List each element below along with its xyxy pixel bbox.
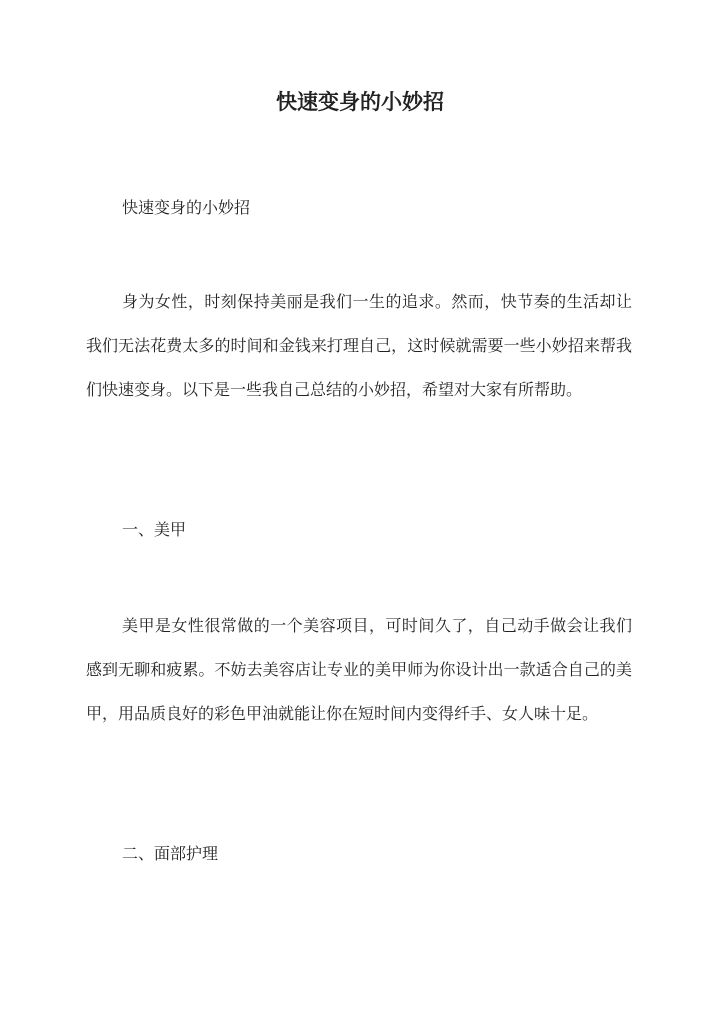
document-subtitle: 快速变身的小妙招: [122, 198, 251, 217]
intro-paragraph: 身为女性，时刻保持美丽是我们一生的追求。然而，快节奏的生活却让我们无法花费太多的时间和金钱来打理自己，这时候就需要一些小妙招来帮我们快速变身。以下是一些我自己总结的小妙招，希望对大家有所帮助。: [86, 292, 632, 399]
document-title: 快速变身的小妙招: [276, 89, 444, 114]
section-heading-facial-care: 二、面部护理: [122, 844, 219, 863]
section-heading-manicure: 一、美甲: [122, 520, 187, 539]
manicure-paragraph: 美甲是女性很常做的一个美容项目，可时间久了，自己动手做会让我们感到无聊和疲累。不妨去美容店让专业的美甲师为你设计出一款适合自己的美甲，用品质良好的彩色甲油就能让你在短时间内变得纤手、女人味十足。: [86, 616, 632, 723]
